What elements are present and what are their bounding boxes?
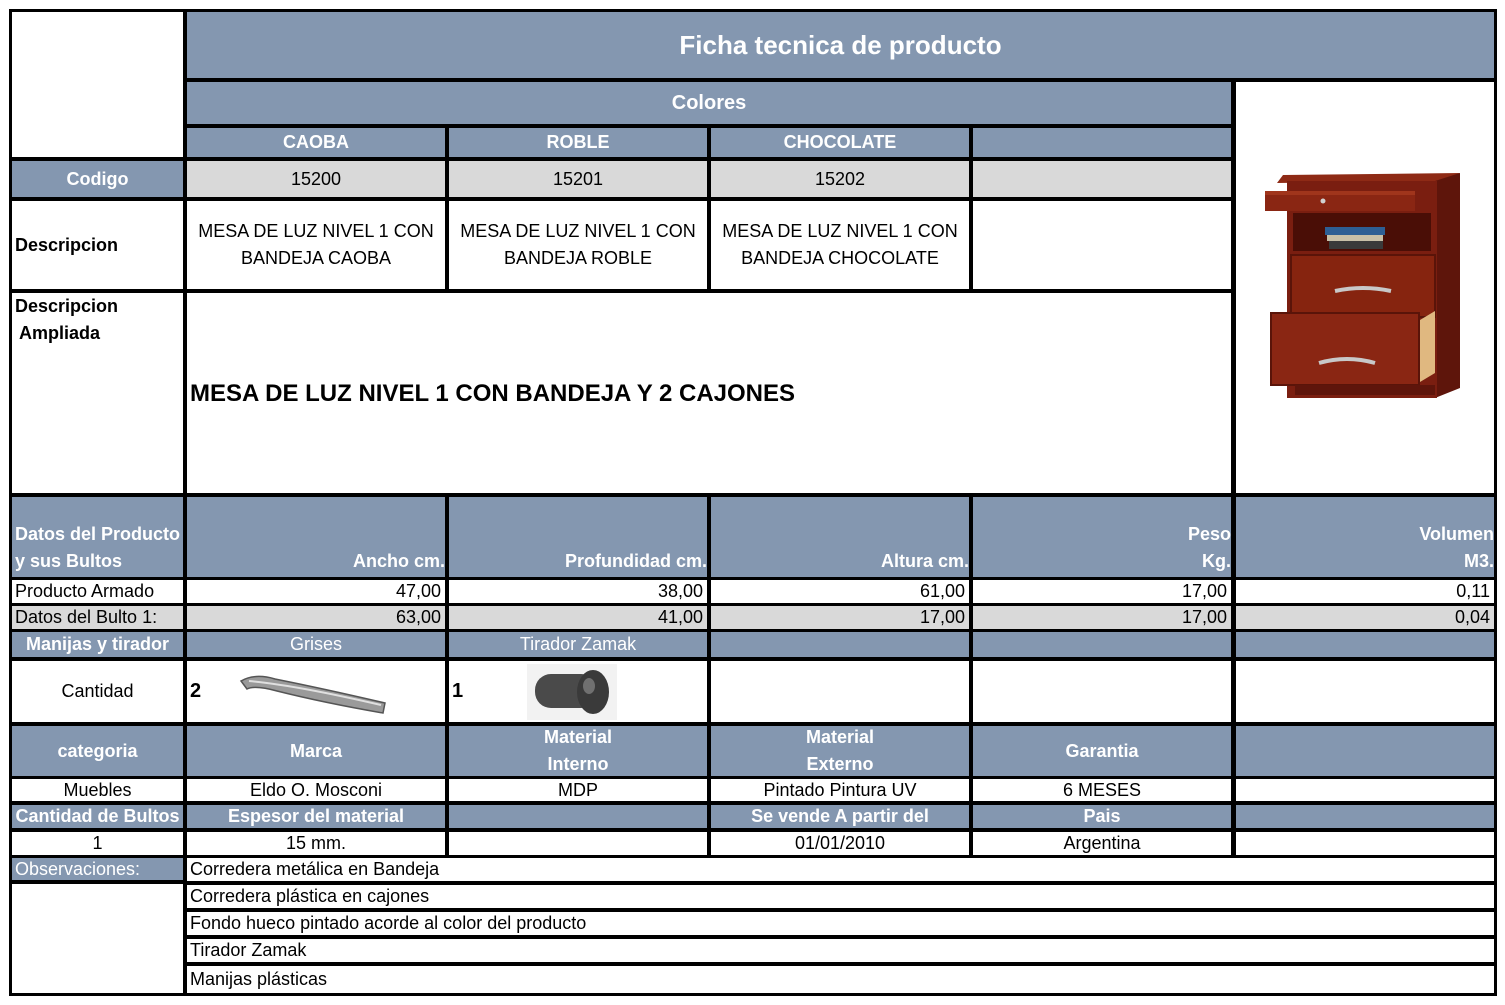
descripcion-caoba-line1: MESA DE LUZ NIVEL 1 CON — [198, 221, 434, 241]
codigo-empty — [973, 161, 1231, 197]
cantidad-empty-2 — [973, 661, 1231, 722]
spec2-empty-1 — [449, 832, 707, 855]
datos-header-volumen-l1: Volumen — [1419, 524, 1494, 544]
spec2-cantidad-bultos: 1 — [12, 832, 183, 855]
codigo-roble: 15201 — [449, 161, 707, 197]
spec-material-externo: Pintado Pintura UV — [711, 779, 969, 801]
descripcion-caoba-line2: BANDEJA CAOBA — [240, 248, 392, 268]
cantidad-tirador-value: 1 — [452, 680, 464, 702]
specs-header-marca — [187, 726, 445, 776]
specs-header-categoria-l2: categoria — [57, 740, 138, 761]
observacion-item: Tirador Zamak — [187, 939, 1494, 962]
observaciones-label: Observaciones: — [12, 858, 183, 880]
datos-header-peso — [973, 497, 1231, 577]
color-header-roble: ROBLE — [449, 128, 707, 157]
spec2-espesor: 15 mm. — [187, 832, 445, 855]
datos-header-profundidad-l2: Profundidad cm. — [564, 551, 707, 571]
datos-header-ancho — [187, 497, 445, 577]
observacion-item: Manijas plásticas — [187, 966, 1494, 993]
color-header-empty — [973, 128, 1231, 157]
datos-header-peso-l1: Peso — [1187, 524, 1231, 544]
producto-armado-volumen: 0,11 — [1236, 580, 1494, 603]
datos-header-altura — [711, 497, 969, 577]
cantidad-empty-3 — [1236, 661, 1494, 722]
specs2-header-pais: Pais — [973, 805, 1231, 828]
cantidad-tirador — [449, 661, 707, 722]
color-header-caoba: CAOBA — [187, 128, 445, 157]
knob-icon — [527, 664, 617, 720]
manijas-type-empty-3 — [1236, 632, 1494, 657]
specs-header-material-externo-l1: Material — [805, 727, 875, 747]
cantidad-empty-1 — [711, 661, 969, 722]
descripcion-empty — [973, 201, 1231, 289]
spec-categoria: Muebles — [12, 779, 183, 801]
page-title: Ficha tecnica de producto — [187, 12, 1494, 78]
descripcion-chocolate — [711, 201, 969, 289]
cantidad-grises — [187, 661, 445, 722]
producto-armado-label: Producto Armado — [12, 580, 183, 603]
datos-header-volumen — [1236, 497, 1494, 577]
descripcion-ampliada-label-line1: Descripcion — [15, 296, 119, 316]
descripcion-roble — [449, 201, 707, 289]
manijas-type-tirador: Tirador Zamak — [449, 632, 707, 657]
product-image-cell — [1236, 82, 1494, 493]
specs-header-marca-l2: Marca — [289, 740, 343, 761]
manijas-type-empty-1 — [711, 632, 969, 657]
producto-armado-peso: 17,00 — [973, 580, 1231, 603]
descripcion-label: Descripcion — [12, 201, 183, 289]
manijas-type-empty-2 — [973, 632, 1231, 657]
logo-area — [12, 12, 183, 157]
bulto-1-label: Datos del Bulto 1: — [12, 606, 183, 629]
spec2-pais: Argentina — [973, 832, 1231, 855]
datos-label-line1: Datos del Producto — [15, 524, 181, 544]
specs2-header-se-vende: Se vende A partir del — [711, 805, 969, 828]
product-image — [1255, 163, 1475, 413]
specs2-header-cantidad-bultos: Cantidad de Bultos — [12, 805, 183, 828]
descripcion-ampliada-value: MESA DE LUZ NIVEL 1 CON BANDEJA Y 2 CAJONES — [187, 293, 1231, 493]
cantidad-grises-value: 2 — [190, 680, 202, 702]
spec-marca: Eldo O. Mosconi — [187, 779, 445, 801]
manijas-label: Manijas y tirador — [12, 632, 183, 657]
specs2-header-empty-1 — [449, 805, 707, 828]
datos-header-profundidad — [449, 497, 707, 577]
codigo-chocolate: 15202 — [711, 161, 969, 197]
bulto-1-profundidad: 41,00 — [449, 606, 707, 629]
manijas-type-grises: Grises — [187, 632, 445, 657]
datos-header-altura-l2: Altura cm. — [880, 551, 969, 571]
datos-label-line2: y sus Bultos — [15, 551, 123, 571]
spec-material-interno: MDP — [449, 779, 707, 801]
observacion-item: Fondo hueco pintado acorde al color del producto — [187, 912, 1494, 935]
descripcion-roble-line1: MESA DE LUZ NIVEL 1 CON — [460, 221, 696, 241]
handle-icon — [235, 667, 395, 717]
bulto-1-volumen: 0,04 — [1236, 606, 1494, 629]
specs-header-material-interno-l2: Interno — [547, 754, 609, 774]
producto-armado-profundidad: 38,00 — [449, 580, 707, 603]
bulto-1-peso: 17,00 — [973, 606, 1231, 629]
bulto-1-ancho: 63,00 — [187, 606, 445, 629]
observacion-item: Corredera metálica en Bandeja — [187, 858, 1494, 881]
colores-header: Colores — [187, 82, 1231, 124]
codigo-caoba: 15200 — [187, 161, 445, 197]
spec-empty — [1236, 779, 1494, 801]
specs-header-garantia-l2: Garantia — [1065, 740, 1139, 761]
color-header-chocolate: CHOCOLATE — [711, 128, 969, 157]
specs-header-categoria — [12, 726, 183, 776]
specs-header-empty — [1236, 726, 1494, 776]
specs-header-material-externo — [711, 726, 969, 776]
specs2-header-empty-2 — [1236, 805, 1494, 828]
specs-header-material-interno-l1: Material — [543, 727, 613, 747]
descripcion-chocolate-line1: MESA DE LUZ NIVEL 1 CON — [722, 221, 958, 241]
producto-armado-altura: 61,00 — [711, 580, 969, 603]
descripcion-ampliada-label — [12, 293, 183, 493]
datos-header-peso-l2: Kg. — [1202, 551, 1231, 571]
datos-label — [12, 497, 183, 577]
specs-header-garantia — [973, 726, 1231, 776]
descripcion-caoba — [187, 201, 445, 289]
spec-garantia: 6 MESES — [973, 779, 1231, 801]
descripcion-ampliada-label-line2: Ampliada — [19, 323, 101, 343]
specs2-header-espesor: Espesor del material — [187, 805, 445, 828]
spec2-empty-2 — [1236, 832, 1494, 855]
cantidad-label: Cantidad — [12, 661, 183, 722]
observaciones-blank — [12, 884, 183, 993]
specs-header-material-interno — [449, 726, 707, 776]
bulto-1-altura: 17,00 — [711, 606, 969, 629]
datos-header-ancho-l2: Ancho cm. — [352, 551, 445, 571]
datos-header-volumen-l2: M3. — [1463, 551, 1494, 571]
observacion-item: Corredera plástica en cajones — [187, 885, 1494, 908]
specs-header-material-externo-l2: Externo — [806, 754, 874, 774]
descripcion-chocolate-line2: BANDEJA CHOCOLATE — [741, 248, 939, 268]
spec2-se-vende: 01/01/2010 — [711, 832, 969, 855]
descripcion-roble-line2: BANDEJA ROBLE — [503, 248, 653, 268]
codigo-label: Codigo — [12, 161, 183, 197]
producto-armado-ancho: 47,00 — [187, 580, 445, 603]
